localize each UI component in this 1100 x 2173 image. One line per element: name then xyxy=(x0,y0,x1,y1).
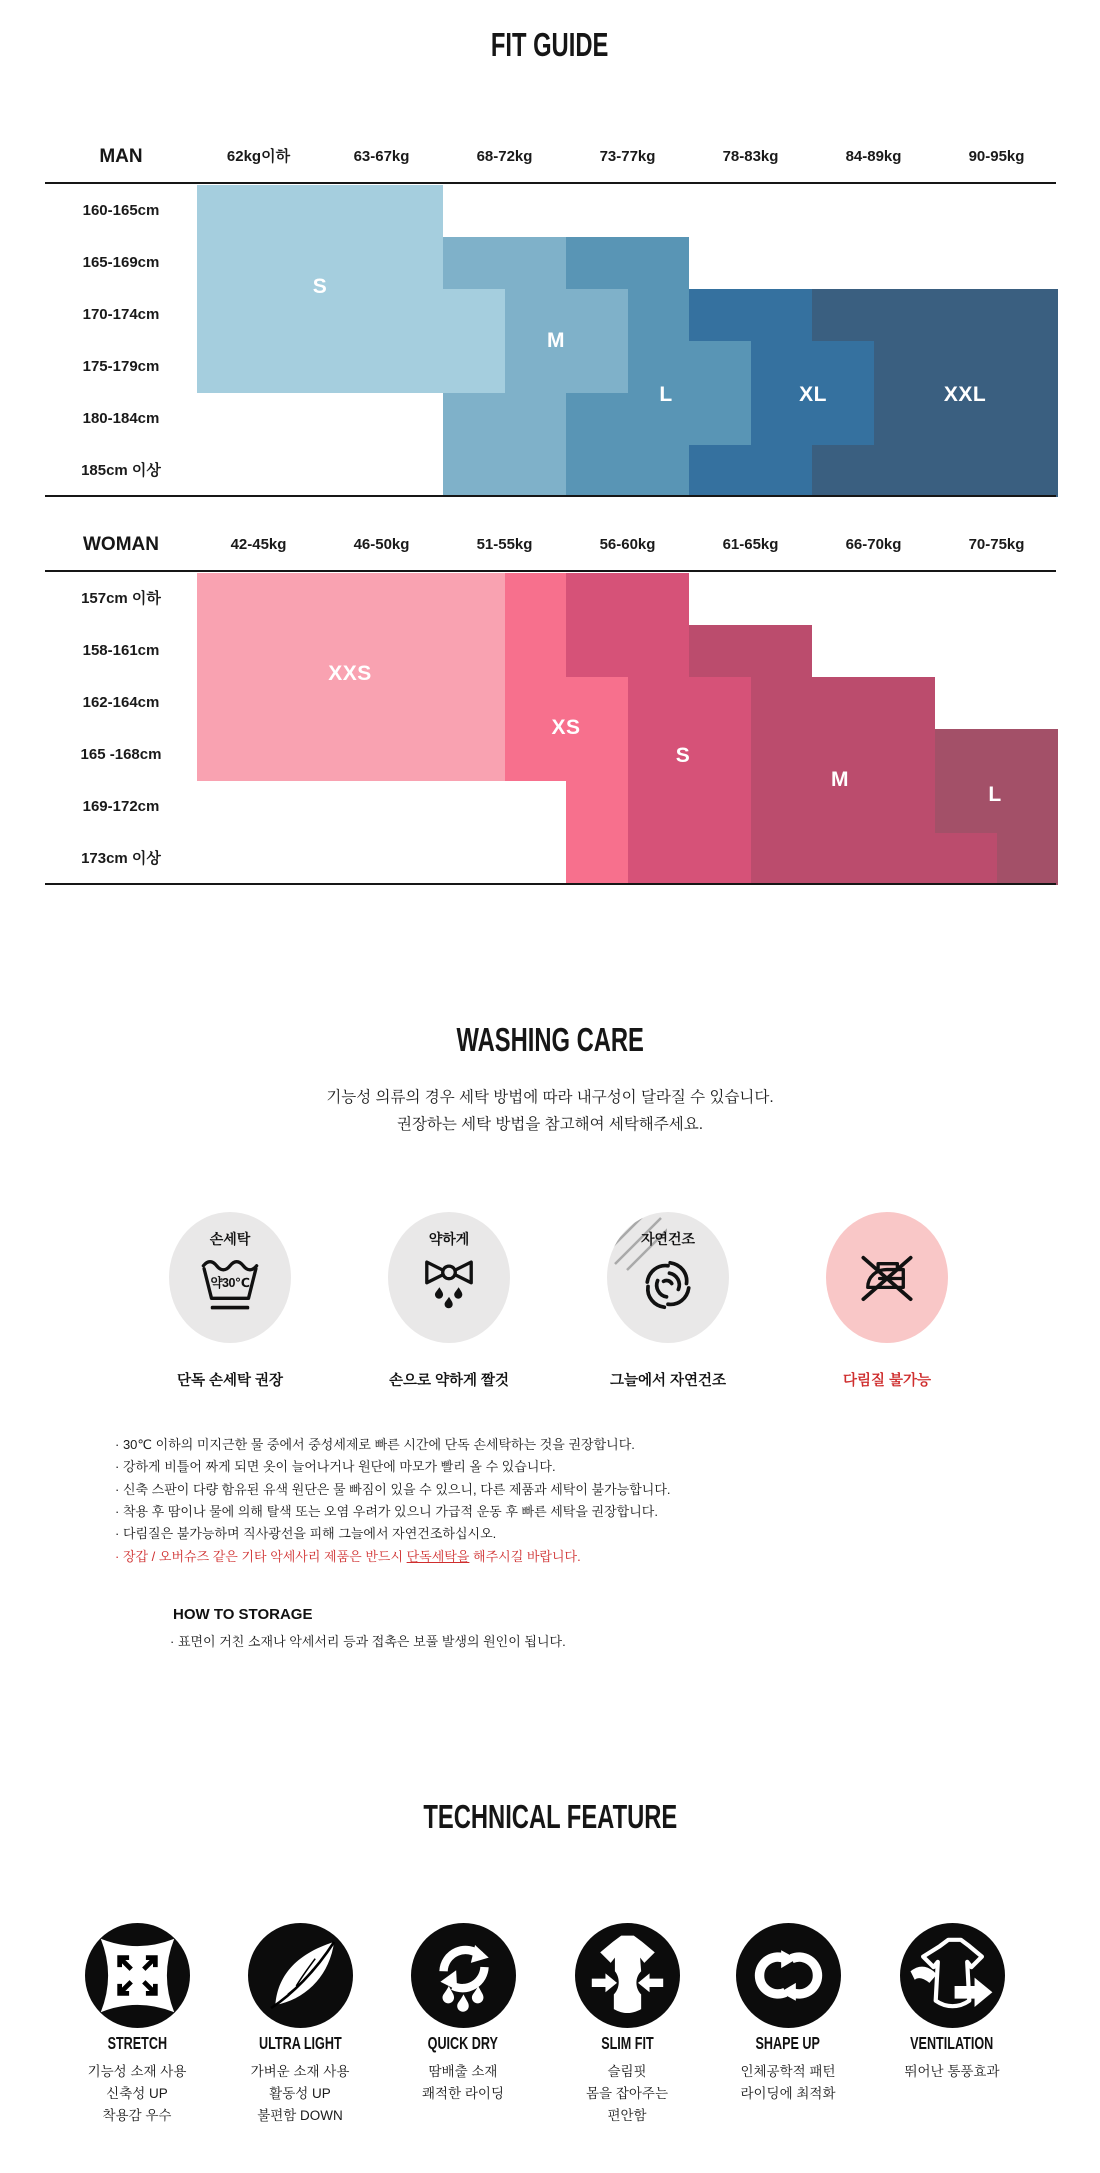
care-note: · 착용 후 땀이나 물에 의해 탈색 또는 오염 우려가 있으니 가급적 운동 후 빠른 세탁을 권장합니다. xyxy=(115,1503,658,1519)
care-note: · 30℃ 이하의 미지근한 물 중에서 중성세제로 빠른 시간에 단독 손세탁하는 것을 권장합니다. xyxy=(115,1437,635,1452)
woman-size-zone-S xyxy=(566,625,689,677)
weight-column-header: 46-50kg xyxy=(353,536,410,553)
care-note-red-post: 해주시길 바랍니다. xyxy=(469,1548,581,1564)
wash-icon-caption: 다림질 불가능 xyxy=(842,1373,932,1389)
woman-size-zone-XS xyxy=(566,781,628,833)
tech-feature-label: SLIM FIT xyxy=(600,2033,654,2053)
tech-feature-label: ULTRA LIGHT xyxy=(258,2033,342,2053)
man-size-zone-M xyxy=(443,393,566,445)
man-size-zone-XXL xyxy=(812,445,1058,497)
weight-column-header: 66-70kg xyxy=(845,536,902,553)
weight-column-header: 70-75kg xyxy=(968,536,1025,553)
wash-icon-caption: 손으로 약하게 짤것 xyxy=(388,1373,510,1389)
man-size-zone-L xyxy=(628,289,690,341)
weight-column-header: 42-45kg xyxy=(230,536,287,553)
no-iron-glyph xyxy=(850,1240,924,1314)
man-size-zone-S xyxy=(197,185,443,237)
tech-feature-desc-line: 땀배출 소재 xyxy=(428,2064,498,2079)
tech-feature-desc-line: 신축성 UP xyxy=(106,2086,168,2101)
woman-size-zone-L xyxy=(997,833,1059,885)
height-row-label: 185cm 이상 xyxy=(81,462,161,479)
man-size-zone-label-M: M xyxy=(547,329,565,352)
tech-feature-label: STRETCH xyxy=(107,2033,167,2053)
storage-title: HOW TO STORAGE xyxy=(173,1606,313,1623)
tech-feature-desc xyxy=(693,2061,883,2105)
weak-wring-icon xyxy=(388,1212,510,1343)
tech-icon-quick-dry xyxy=(411,1923,516,2028)
tech-icon-slim-fit xyxy=(575,1923,680,2028)
wash-temp-label: 약30℃ xyxy=(210,1276,250,1290)
tech-feature-desc-line: 몸을 잡아주는 xyxy=(586,2086,668,2101)
woman-size-zone-S xyxy=(628,677,751,729)
weight-column-header: 56-60kg xyxy=(599,536,656,553)
washing-care-title: WASHING CARE xyxy=(456,1021,644,1058)
woman-size-zone-M xyxy=(751,677,936,729)
woman-size-zone-label-S: S xyxy=(675,744,691,767)
tech-icon-ultra-light xyxy=(248,1923,353,2028)
man-size-zone-S xyxy=(197,341,505,393)
height-row-label: 157cm 이하 xyxy=(81,590,161,607)
care-note: · 강하게 비틀어 짜게 되면 옷이 늘어나거나 원단에 마모가 빨리 올 수 있습니다. xyxy=(115,1459,556,1475)
natural-dry-icon xyxy=(607,1212,729,1343)
man-size-zone-L xyxy=(566,237,689,289)
man-size-zone-L xyxy=(566,445,689,497)
woman-size-zone-M xyxy=(689,625,812,677)
man-size-zone-label-XL: XL xyxy=(799,383,827,406)
woman-size-zone-M xyxy=(751,833,997,885)
height-row-label: 165 -168cm xyxy=(80,746,162,763)
height-row-label: 175-179cm xyxy=(82,358,160,375)
care-note: · 다림질은 불가능하며 직사광선을 피해 그늘에서 자연건조하십시오. xyxy=(115,1526,497,1542)
care-note-red-pre: · 장갑 / 오버슈즈 같은 기타 악세사리 제품은 반드시 xyxy=(115,1548,407,1564)
woman-size-zone-S xyxy=(628,781,751,833)
woman-size-zone-XXS xyxy=(197,729,505,781)
tech-feature-label: SHAPE UP xyxy=(755,2033,821,2053)
woman-size-zone-label-M: M xyxy=(831,768,849,791)
tech-icon-shape-up xyxy=(736,1923,841,2028)
height-row-label: 162-164cm xyxy=(82,694,160,711)
weight-column-header: 90-95kg xyxy=(968,148,1025,165)
man-chart-gender-label: MAN xyxy=(99,146,143,167)
height-row-label: 165-169cm xyxy=(82,254,160,271)
tech-feature-desc-line: 뛰어난 통풍효과 xyxy=(904,2064,1000,2079)
chart-header-divider xyxy=(45,570,1056,572)
weight-column-header: 84-89kg xyxy=(845,148,902,165)
technical-feature-title: TECHNICAL FEATURE xyxy=(423,1798,677,1835)
tech-feature-desc-line: 가벼운 소재 사용 xyxy=(250,2064,350,2079)
man-size-zone-label-S: S xyxy=(312,275,328,298)
weight-column-header: 51-55kg xyxy=(476,536,533,553)
tech-feature-desc xyxy=(368,2061,558,2105)
tech-feature-desc-line: 착용감 우수 xyxy=(102,2108,172,2123)
wash-icon-inner-label: 손세탁 xyxy=(209,1231,251,1247)
care-note: · 신축 스판이 다량 함유된 유색 원단은 물 빠짐이 있을 수 있으니, 다른 제품과 세탁이 불가능합니다. xyxy=(115,1481,671,1497)
height-row-label: 170-174cm xyxy=(82,306,160,323)
care-note-red-underline: 단독세탁을 xyxy=(406,1548,470,1564)
woman-size-zone-S xyxy=(566,573,689,625)
chart-header-divider xyxy=(45,182,1056,184)
weight-column-header: 62kg이하 xyxy=(226,148,291,165)
tech-feature-desc-line: 인체공학적 패턴 xyxy=(740,2064,836,2079)
woman-size-zone-L xyxy=(935,729,1058,781)
tech-feature-desc xyxy=(857,2061,1047,2083)
tech-feature-desc-line: 라이딩에 최적화 xyxy=(740,2086,836,2101)
height-row-label: 158-161cm xyxy=(82,642,160,659)
tech-feature-desc xyxy=(205,2061,395,2127)
height-row-label: 160-165cm xyxy=(82,202,160,219)
wash-icon-inner-label: 자연건조 xyxy=(640,1231,696,1247)
no-iron-icon xyxy=(826,1212,948,1343)
man-size-zone-XXL xyxy=(812,289,1058,341)
fit-guide-title: FIT GUIDE xyxy=(491,26,609,63)
weight-column-header: 73-77kg xyxy=(599,148,656,165)
tech-feature-desc-line: 불편함 DOWN xyxy=(257,2108,343,2123)
height-row-label: 173cm 이상 xyxy=(81,850,161,867)
weight-column-header: 61-65kg xyxy=(722,536,779,553)
man-size-zone-M xyxy=(443,237,566,289)
tech-feature-label: QUICK DRY xyxy=(427,2033,499,2053)
woman-chart-gender-label: WOMAN xyxy=(83,534,159,555)
chart-bottom-divider xyxy=(45,883,1056,885)
tech-feature-label: VENTILATION xyxy=(910,2033,994,2053)
weight-column-header: 68-72kg xyxy=(476,148,533,165)
woman-size-zone-XS xyxy=(505,625,567,677)
wash-icon-caption: 단독 손세탁 권장 xyxy=(176,1373,284,1389)
washing-care-subtitle xyxy=(0,1084,1100,1138)
washing-care-subtitle-line: 기능성 의류의 경우 세탁 방법에 따라 내구성이 달라질 수 있습니다. xyxy=(326,1089,774,1106)
woman-size-zone-XXS xyxy=(197,573,505,625)
tech-feature-desc-line: 쾌적한 라이딩 xyxy=(422,2086,504,2101)
wash-icon-caption: 그늘에서 자연건조 xyxy=(609,1373,727,1389)
woman-size-zone-label-XS: XS xyxy=(551,716,581,739)
height-row-label: 180-184cm xyxy=(82,410,160,427)
height-row-label: 169-172cm xyxy=(82,798,160,815)
man-size-zone-XL xyxy=(689,445,812,497)
tech-icon-stretch xyxy=(85,1923,190,2028)
natural-dry-glyph xyxy=(631,1248,705,1322)
tech-feature-desc-line: 편안함 xyxy=(607,2108,647,2123)
man-size-zone-XL xyxy=(689,289,812,341)
care-note-red xyxy=(115,1546,581,1568)
woman-size-zone-label-XXS: XXS xyxy=(328,662,372,685)
weak-wring-glyph xyxy=(412,1248,486,1322)
washing-care-subtitle-line: 권장하는 세탁 방법을 참고해여 세탁해주세요. xyxy=(396,1116,704,1133)
weight-column-header: 78-83kg xyxy=(722,148,779,165)
tech-feature-desc xyxy=(42,2061,232,2127)
woman-size-zone-S xyxy=(628,833,751,885)
woman-size-zone-XS xyxy=(505,573,567,625)
weight-column-header: 63-67kg xyxy=(353,148,410,165)
tech-feature-desc-line: 활동성 UP xyxy=(269,2086,331,2101)
storage-note: · 표면이 거친 소재나 악세서리 등과 접촉은 보풀 발생의 원인이 됩니다. xyxy=(170,1634,566,1649)
woman-size-zone-label-L: L xyxy=(988,783,1002,806)
chart-bottom-divider xyxy=(45,495,1056,497)
man-size-zone-label-L: L xyxy=(659,383,673,406)
tech-feature-desc-line: 기능성 소재 사용 xyxy=(87,2064,187,2079)
tech-feature-desc-line: 슬림핏 xyxy=(607,2064,647,2079)
hand-wash-icon xyxy=(169,1212,291,1343)
tech-icon-ventilation xyxy=(900,1923,1005,2028)
woman-size-zone-XS xyxy=(566,833,628,885)
wash-icon-inner-label: 약하게 xyxy=(428,1231,470,1247)
man-size-zone-M xyxy=(443,445,566,497)
man-size-zone-label-XXL: XXL xyxy=(943,383,987,406)
